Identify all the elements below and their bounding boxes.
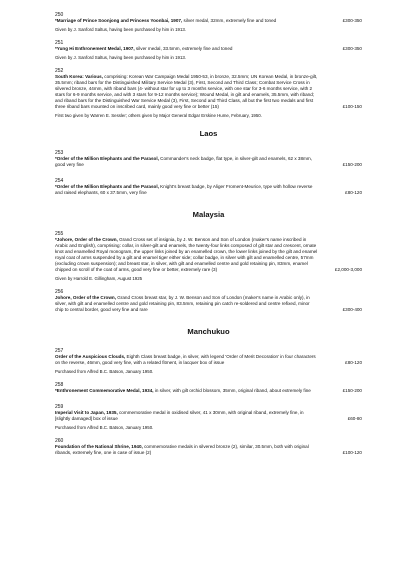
- lot-estimate: £100-150: [342, 104, 362, 109]
- lot-entry: [55, 348, 362, 375]
- lot-spacer: [55, 196, 362, 200]
- lot-number: 252: [55, 68, 64, 74]
- lot-title: *Johore, Order of the Crown,: [55, 237, 118, 242]
- lot-description: [55, 354, 362, 366]
- lot-desc-text: Knight's breast badge, by Aliger Froment-Meurice, type with hollow reverse and raised elephants, 60 x 37.5mm, very fine: [55, 184, 313, 195]
- lot-title: *Order of the Million Elephants and the Parasol,: [55, 184, 159, 189]
- lot-entry: [55, 178, 362, 200]
- lot-provenance: Purchased from Alfred B.C. Batson, January 1950.: [55, 369, 154, 374]
- lot-estimate: £80-120: [345, 360, 362, 365]
- lot-number: 260: [55, 438, 64, 444]
- lot-description: [55, 237, 362, 273]
- lot-number: 258: [55, 382, 64, 388]
- lot-entry: [55, 289, 362, 317]
- lot-desc-text: Grand Cross set of insignia, by J. W. Benson and Son of London (maker's name inscribed in Arabic and English), comprising: collar, in silver-gilt and enamels, the twenty-four links composed of gilt star and crescent, ornate knot and enamelled Royal monogram, the upper links joined by an enamelled crown, the lower links joined by the gilt and enamel royal coat of arms suspended by a gilt and enamel tiger either side; collar badge, in silver with gilt and enamelled centre, 57mm (excluding crown suspension); and breast star, in silver, with gilt and enamelled centre and gold retaining pin, 83mm, enamel chipped on scroll of the coat of arms, good very fine or better, extremely rare (3): [55, 237, 318, 272]
- lot-estimate: £2,000-3,000: [334, 267, 362, 272]
- lot-description: [55, 444, 362, 456]
- lot-estimate: £300-350: [342, 18, 362, 23]
- lot-description: [55, 388, 362, 394]
- lot-description: [55, 184, 362, 196]
- lot-title: *Enthronement Commemorative Medal, 1934,: [55, 388, 154, 393]
- lot-title: Foundation of the National Shrine, 1940,: [55, 444, 143, 449]
- lot-entry: [55, 404, 362, 431]
- lot-description: [55, 46, 362, 52]
- lot-desc-text: silver medal, 32mm, extremely fine and toned: [182, 18, 277, 23]
- lot-desc-text: commemorative medals in silvered bronze (2), similar, 30.5mm, both with original ribands, extremely fine, one in case of issue (2): [55, 444, 309, 455]
- lot-description: [55, 156, 362, 168]
- lot-description: [55, 410, 362, 422]
- lot-entry: [55, 150, 362, 172]
- lot-estimate: £100-120: [342, 450, 362, 455]
- lot-title: Order of the Auspicious Clouds,: [55, 354, 126, 359]
- lot-desc-text: in silver, with gilt orchid blossom, 35mm, original riband, about extremely fine: [153, 388, 311, 393]
- lot-number: 250: [55, 12, 64, 18]
- lot-spacer: [55, 456, 362, 460]
- lot-entry: [55, 12, 362, 33]
- section-heading: Manchukuo: [187, 327, 230, 336]
- lot-title: *Order of the Million Elephants and the Parasol,: [55, 156, 159, 161]
- lot-spacer: [55, 313, 362, 317]
- lot-number: 256: [55, 289, 64, 295]
- lot-description: [55, 18, 362, 24]
- lot-provenance: First two given by Warren E. Sessler; others given by Major General Edgar Erskine Hume, February, 1950.: [55, 113, 262, 118]
- lot-desc-text: silver medal, 33.5mm, extremely fine and toned: [134, 46, 233, 51]
- lot-estimate: £150-200: [342, 162, 362, 167]
- lot-desc-text: Grand Cross breast star, by J. W. Benson and Son of London (maker's name in Arabic only), in silver, with gilt and enamelled centre and gold retaining pin, 83.5mm, retaining pin catch re-soldered and centre refixed, minor chip to central border, good very fine and rare: [55, 295, 310, 312]
- lot-entry: [55, 382, 362, 398]
- section-heading: Laos: [199, 129, 218, 138]
- lot-number: 255: [55, 231, 64, 237]
- lot-provenance: Given by J. Sanford Saltus, having been purchased by him in 1913.: [55, 27, 187, 32]
- lot-spacer: [55, 394, 362, 398]
- lot-provenance: Given by J. Sanford Saltus, having been purchased by him in 1913.: [55, 55, 187, 60]
- lot-description: [55, 295, 362, 313]
- lot-entry: [55, 438, 362, 460]
- lot-estimate: £300-350: [342, 46, 362, 51]
- section-heading: Malaysia: [192, 210, 225, 219]
- lot-number: 259: [55, 404, 64, 410]
- lot-desc-text: commemorative medal in oxidised silver, 41 x 30mm, with original riband, extremely fine, in [slightly damaged] box of issue: [55, 410, 304, 421]
- lot-provenance: Given by Harrold E. Gillingham, August 1925: [55, 276, 143, 281]
- lot-description: [55, 74, 362, 110]
- lot-estimate: £150-200: [342, 388, 362, 393]
- lot-desc-text: comprising: Korean War Campaign Medal 1950-53, in bronze, 32.5mm; UN Korean Medal, in bronze-gilt, 35.5mm; riband bars for the Distinguished Military Service Medal (3), First, Second and Third Class; Combat Service Cross in silvered bronze, 44mm, with riband bars (4- without star for up to 3 months service, with one star for 3-6 months service, with 2 stars for 6-9 months service, and with 3 stars for 9-12 months service); Wound Medal, in gilt and enamels, 35.5mm, with riband; and riband bars for the Distinguished War Service Medal (3), First, Second and Third Class, all but the first two medals and first three riband bars mounted on inscribed card, mainly good very fine or better (15): [55, 74, 318, 109]
- lot-title: *Marriage of Prince Soonjong and Princess Yoonbai, 1907,: [55, 18, 183, 23]
- lot-entry: [55, 231, 362, 282]
- lot-spacer: [55, 168, 362, 172]
- lot-entry: [55, 40, 362, 61]
- lot-title: Johore, Order of the Crown,: [55, 295, 116, 300]
- lot-number: 253: [55, 150, 64, 156]
- lot-provenance: Purchased from Alfred B.C. Batson, January 1950.: [55, 425, 154, 430]
- lot-number: 251: [55, 40, 64, 46]
- lot-title: *Yung Hi Enthronement Medal, 1907,: [55, 46, 135, 51]
- lot-estimate: £300-400: [342, 307, 362, 312]
- lot-title: South Korea: Various,: [55, 74, 103, 79]
- lot-title: Imperial Visit to Japan, 1935,: [55, 410, 118, 415]
- lot-number: 254: [55, 178, 64, 184]
- lot-desc-text: Commander's neck badge, flat type, in silver-gilt and enamels, 62 x 38mm, good very fine: [55, 156, 312, 167]
- lot-estimate: £60-80: [347, 416, 362, 421]
- lot-desc-text: Eighth Class breast badge, in silver, with legend 'Order of Merit Decoration' in four characters on the reverse, 46mm, good very fine, with a related fitment, in lacquer box of issue: [55, 354, 316, 365]
- lot-number: 257: [55, 348, 64, 354]
- lot-estimate: £80-120: [345, 190, 362, 195]
- lot-entry: [55, 68, 362, 119]
